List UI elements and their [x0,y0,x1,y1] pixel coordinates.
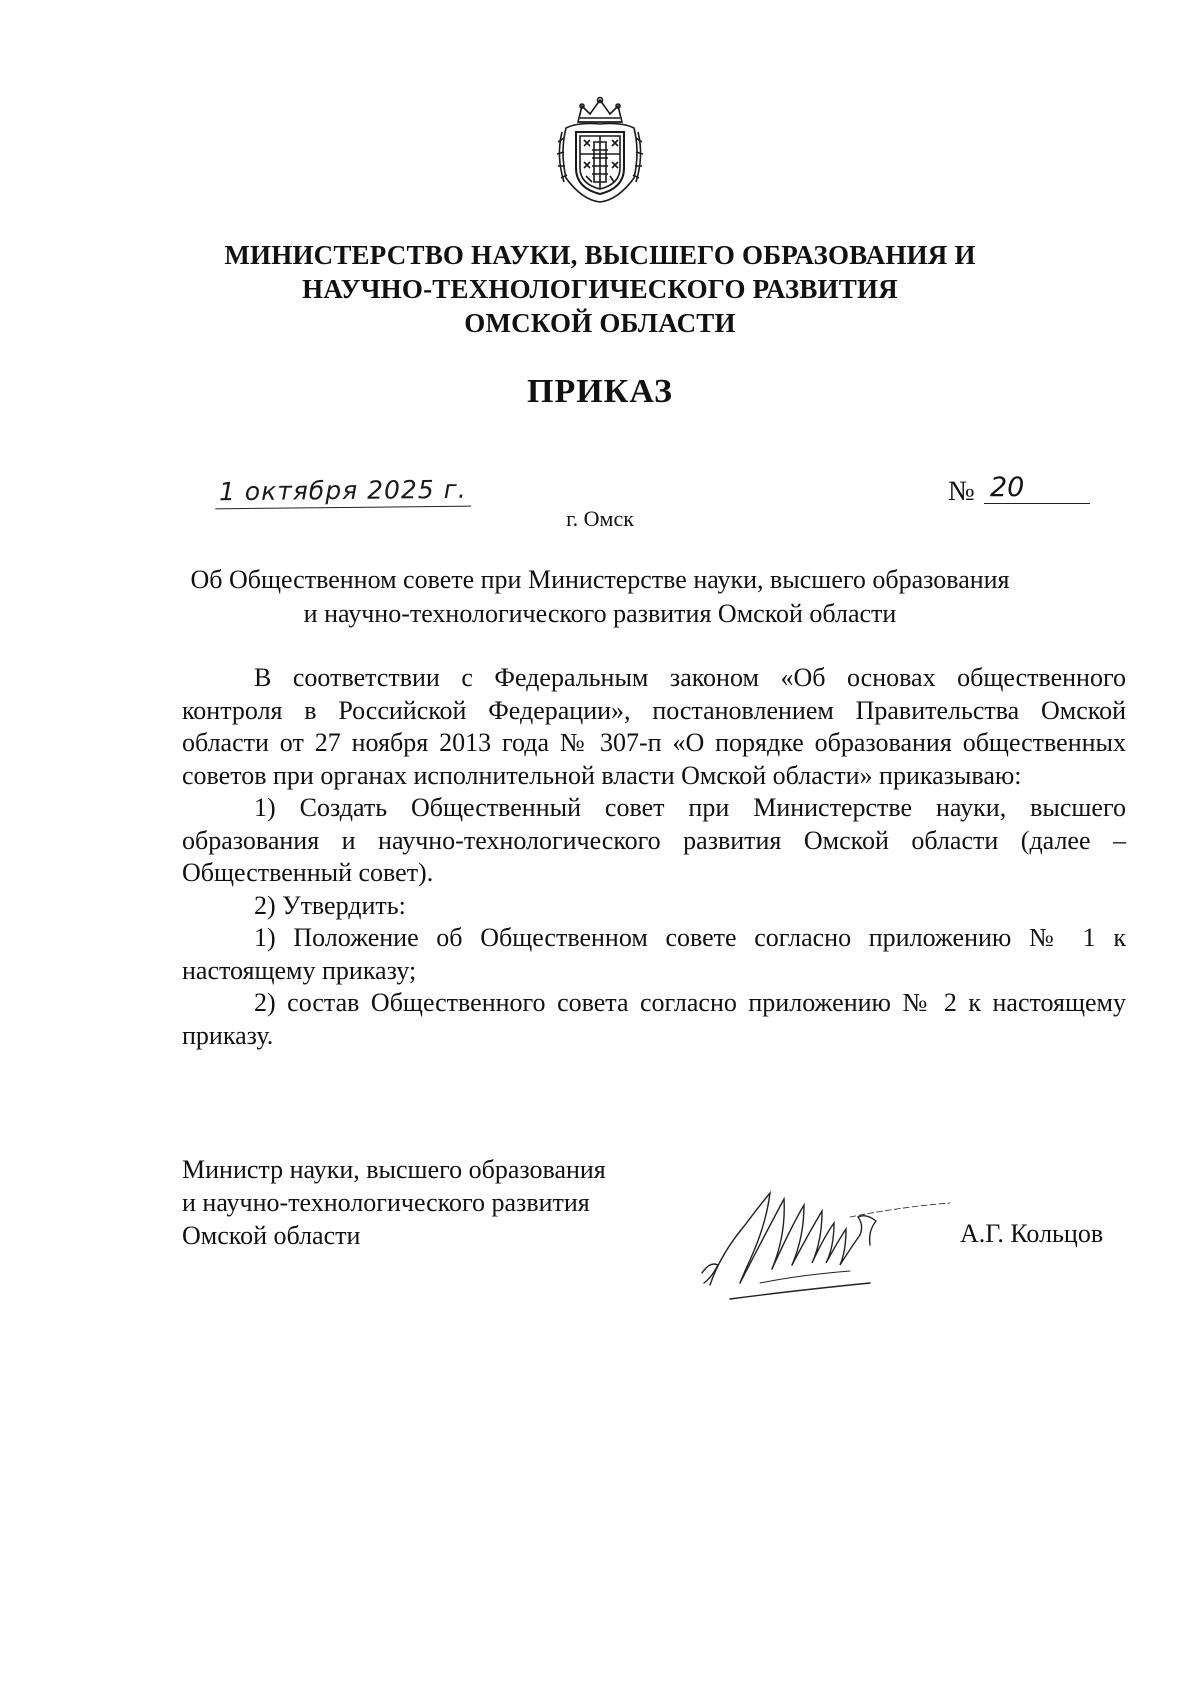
subject-line-2: и научно-технологического развития Омской области [303,599,897,628]
signatory-position-line-3: Омской области [182,1221,361,1250]
order-body [182,662,1126,1052]
city-label: г. Омск [566,506,634,531]
ministry-line-2: НАУЧНО-ТЕХНОЛОГИЧЕСКОГО РАЗВИТИЯ [302,274,898,304]
ministry-line-1: МИНИСТЕРСТВО НАУКИ, ВЫСШЕГО ОБРАЗОВАНИЯ И [224,240,976,270]
ministry-line-3: ОМСКОЙ ОБЛАСТИ [464,308,736,338]
item-1-create-council: 1) Создать Общественный совет при Министерстве науки, высшего образования и научно-технологического развития Омской области (далее – Общественный совет). [182,793,1126,887]
document-type-title: ПРИКАЗ [527,373,673,410]
signatory-position-line-2: и научно-технологического развития [182,1188,590,1217]
ministry-name [150,238,1050,340]
handwritten-order-number: 20 [984,472,1090,504]
order-subject [150,563,1050,631]
item-2-1-regulation: 1) Положение об Общественном совете согласно приложению № 1 к настоящему приказу; [182,923,1126,985]
order-number-label: № [948,476,975,507]
handwritten-date: 1 октября 2025 г. [215,475,471,510]
handwritten-signature [700,1165,960,1305]
subject-line-1: Об Общественном совете при Министерстве науки, высшего образования [190,565,1010,594]
coat-of-arms-emblem [552,92,648,204]
signatory-position [182,1153,702,1252]
signatory-name: А.Г. Кольцов [960,1219,1104,1248]
signatory-position-line-1: Министр науки, высшего образования [182,1155,606,1184]
preamble-paragraph: В соответствии с Федеральным законом «Об основах общественного контроля в Российской Федерации», постановлением Правительства Омской области от 27 ноября 2013 года № 307-п «О порядке образования общественных советов при органах исполнительной власти Омской области» приказываю: [182,663,1126,790]
item-2-2-composition: 2) состав Общественного совета согласно приложению № 2 к настоящему приказу. [182,988,1126,1050]
item-2-approve: 2) Утвердить: [254,890,406,920]
